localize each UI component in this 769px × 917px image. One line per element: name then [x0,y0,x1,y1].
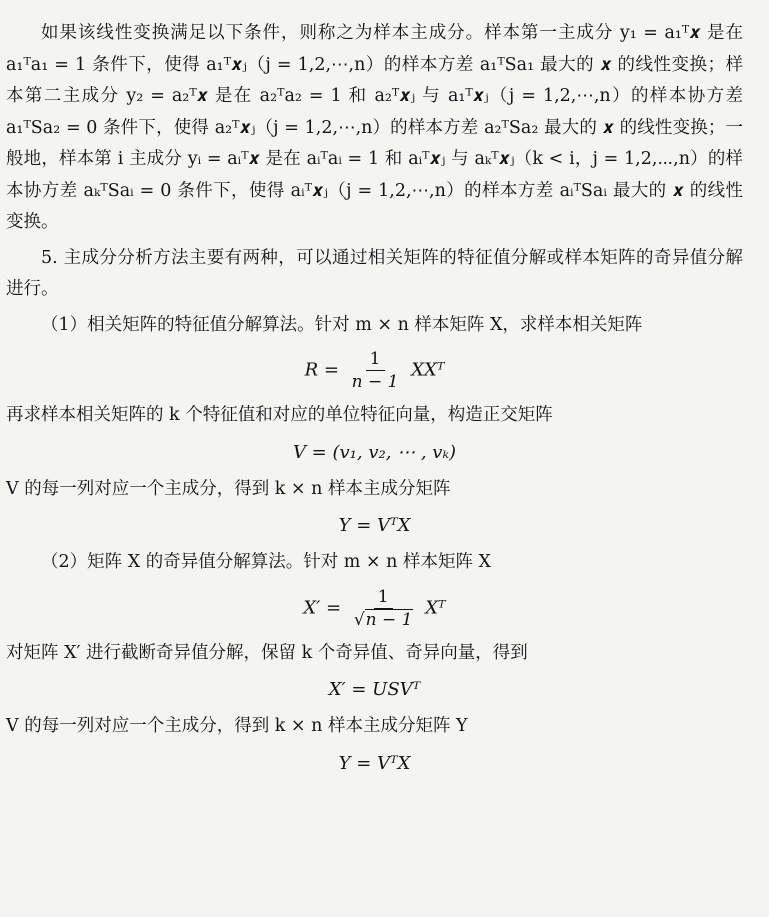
eq1-numerator: 1 [366,349,385,371]
eq2-text: V = (v₁, v₂, ⋯ , vₖ) [292,441,457,463]
equation-orthogonal-matrix [6,440,743,466]
eq1-fraction [348,349,403,392]
eq1-lhs: R = [304,359,339,381]
eq4-fraction [350,587,417,630]
eq4-numerator: 1 [374,587,393,609]
eq6-text: Y = VᵀX [338,752,411,774]
eq5-text: X′ = USVᵀ [328,679,421,700]
paragraph-eigenvectors: 再求样本相关矩阵的 k 个特征值和对应的单位特征向量，构造正交矩阵 [6,405,553,425]
eq4-rhs: Xᵀ [425,597,446,618]
eq4-lhs: X′ = [303,597,342,618]
paragraph-pca-methods: 5. 主成分分析方法主要有两种，可以通过相关矩阵的特征值分解或样本矩阵的奇异值分解进行。 [6,247,743,299]
paragraph-principal-component-matrix-2: V 的每一列对应一个主成分，得到 k × n 样本主成分矩阵 Y [6,716,468,736]
paragraph-principal-component-matrix-1: V 的每一列对应一个主成分，得到 k × n 样本主成分矩阵 [6,478,451,499]
paragraph-truncated-svd: 对矩阵 X′ 进行截断奇异值分解，保留 k 个奇异值、奇异向量，得到 [6,642,528,663]
eq4-radicand: n − 1 [365,609,413,630]
paragraph-principal-component-definition: 如果该线性变换满足以下条件，则称之为样本主成分。样本第一主成分 y₁ = a₁ᵀ𝒙 是在 a₁ᵀa₁ = 1 条件下，使得 a₁ᵀ𝒙ⱼ（j = 1,2,⋯,n）的样本方差 a₁ᵀSa₁ 最大的 𝒙 的线性变换；样本第二主成分 y₂ = a₂ᵀ𝒙 是在 a₂ᵀa₂ = 1 和 a₂ᵀ𝒙ⱼ 与 a₁ᵀ𝒙ⱼ（j = 1,2,⋯,n）的样本协方差 a₁ᵀSa₂ = 0 条件下，使得 a₂ᵀ𝒙ⱼ（j = 1,2,⋯,n）的样本方差 a₂ᵀSa₂ 最大的 𝒙 的线性变换；一般地，样本第 i 主成分 yᵢ = aᵢᵀ𝒙 是在 aᵢᵀaᵢ = 1 和 aᵢᵀ𝒙ⱼ 与 aₖᵀ𝒙ⱼ（k < i，j = 1,2,⋯,n）的样本协方差 aₖᵀSaᵢ = 0 条件下，使得 aᵢᵀ𝒙ⱼ（j = 1,2,⋯,n）的样本方差 aᵢᵀSaᵢ 最大的 𝒙 的线性变换。 [6,23,743,232]
sqrt-sign: √ [353,609,365,630]
equation-y-vtx-1 [6,513,743,539]
equation-x-prime-usvt [6,677,743,703]
eq4-denominator [350,609,417,630]
equation-correlation-matrix [6,349,743,392]
paragraph-eigen-decomposition-method: （1）相关矩阵的特征值分解算法。针对 m × n 样本矩阵 X，求样本相关矩阵 [41,314,643,335]
equation-y-vtx-2 [6,751,743,777]
eq3-text: Y = VᵀX [338,515,411,536]
eq1-denominator: n − 1 [351,372,399,392]
paragraph-svd-method: （2）矩阵 X 的奇异值分解算法。针对 m × n 样本矩阵 X [41,552,492,572]
eq1-rhs: XXᵀ [411,359,445,381]
equation-x-prime [6,587,743,630]
